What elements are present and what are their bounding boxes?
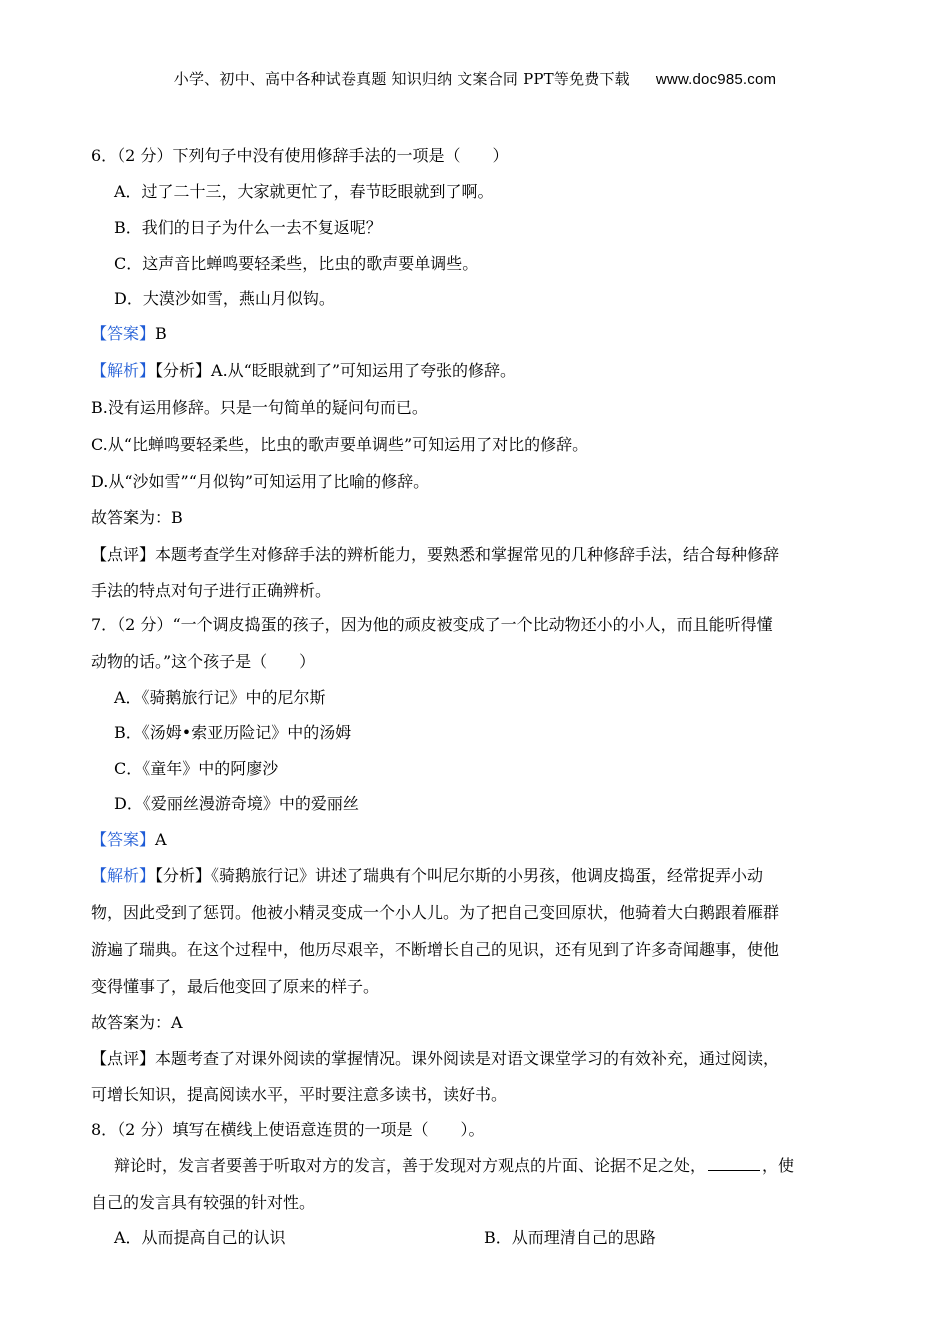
q7-stem-2: 动物的话。”这个孩子是（ ） [91, 652, 316, 671]
q7-comment-2: 可增长知识，提高阅读水平，平时要注意多读书，读好书。 [91, 1085, 508, 1104]
q6-analysis-1: 【解析】【分析】A.从“眨眼就到了”可知运用了夸张的修辞。 [91, 361, 517, 380]
q6-analysis-3: C.从“比蝉鸣要轻柔些，比虫的歌声要单调些”可知运用了对比的修辞。 [91, 435, 589, 454]
answer-value: A [155, 830, 167, 849]
q8-option-b: B．从而理清自己的思路 [484, 1228, 656, 1247]
q8-passage-2: 自己的发言具有较强的针对性。 [91, 1193, 316, 1212]
answer-tag: 【答案】 [91, 830, 156, 849]
q8-stem: 8．（2 分）填写在横线上使语意连贯的一项是（ ）。 [91, 1120, 485, 1139]
q7-stem-1: 7．（2 分）“一个调皮捣蛋的孩子，因为他的顽皮被变成了一个比动物还小的小人，而且能听得懂 [91, 615, 773, 634]
q7-option-a: A．《骑鹅旅行记》中的尼尔斯 [114, 688, 326, 707]
fill-blank [708, 1156, 760, 1171]
q6-option-b: B．我们的日子为什么一去不复返呢？ [114, 218, 382, 237]
q7-analysis-4: 变得懂事了，最后他变回了原来的样子。 [91, 977, 380, 996]
q6-comment-1: 【点评】本题考查学生对修辞手法的辨析能力，要熟悉和掌握常见的几种修辞手法，结合每种修辞 [91, 545, 780, 564]
q6-analysis-4: D.从“沙如雪”“月似钩”可知运用了比喻的修辞。 [91, 472, 430, 491]
q7-option-d: D．《爱丽丝漫游奇境》中的爱丽丝 [114, 794, 359, 813]
q7-comment-1: 【点评】本题考查了对课外阅读的掌握情况。课外阅读是对语文课堂学习的有效补充，通过阅读， [91, 1049, 780, 1068]
q6-comment-2: 手法的特点对句子进行正确辨析。 [91, 581, 332, 600]
q7-analysis-3: 游遍了瑞典。在这个过程中，他历尽艰辛，不断增长自己的见识，还有见到了许多奇闻趣事，使他 [91, 940, 780, 959]
answer-value: B [155, 324, 167, 343]
header-site[interactable]: www.doc985.com [655, 71, 777, 88]
q8-passage-1: 辩论时，发言者要善于听取对方的发言，善于发现对方观点的片面、论据不足之处， ，使 [114, 1156, 795, 1175]
q8-option-a: A．从而提高自己的认识 [114, 1228, 286, 1247]
page-header [0, 68, 950, 89]
q7-answer [91, 830, 167, 850]
q7-option-b: B．《汤姆•索亚历险记》中的汤姆 [114, 723, 352, 742]
q6-final-answer: 故答案为：B [91, 508, 183, 527]
q7-option-c: C．《童年》中的阿廖沙 [114, 759, 279, 778]
q6-answer [91, 324, 167, 344]
q6-analysis-2: B.没有运用修辞。只是一句简单的疑问句而已。 [91, 398, 428, 417]
q6-option-c: C．这声音比蝉鸣要轻柔些，比虫的歌声要单调些。 [114, 254, 479, 273]
q7-analysis-1: 【解析】【分析】《骑鹅旅行记》讲述了瑞典有个叫尼尔斯的小男孩，他调皮捣蛋，经常捉弄小动 [91, 866, 764, 885]
q6-stem: 6．（2 分）下列句子中没有使用修辞手法的一项是（ ） [91, 146, 509, 165]
q7-analysis-2: 物，因此受到了惩罚。他被小精灵变成一个小人儿。为了把自己变回原状，他骑着大白鹅跟着雁群 [91, 903, 780, 922]
analysis-tag: 【解析】 [91, 866, 156, 885]
q7-final-answer: 故答案为：A [91, 1013, 183, 1032]
q6-option-d: D．大漠沙如雪，燕山月似钩。 [114, 289, 335, 308]
analysis-tag: 【解析】 [91, 361, 156, 380]
q6-option-a: A．过了二十三，大家就更忙了，春节眨眼就到了啊。 [114, 182, 494, 201]
header-text: 小学、初中、高中各种试卷真题 知识归纳 文案合同 PPT等免费下载 [173, 70, 630, 88]
answer-tag: 【答案】 [91, 324, 156, 343]
